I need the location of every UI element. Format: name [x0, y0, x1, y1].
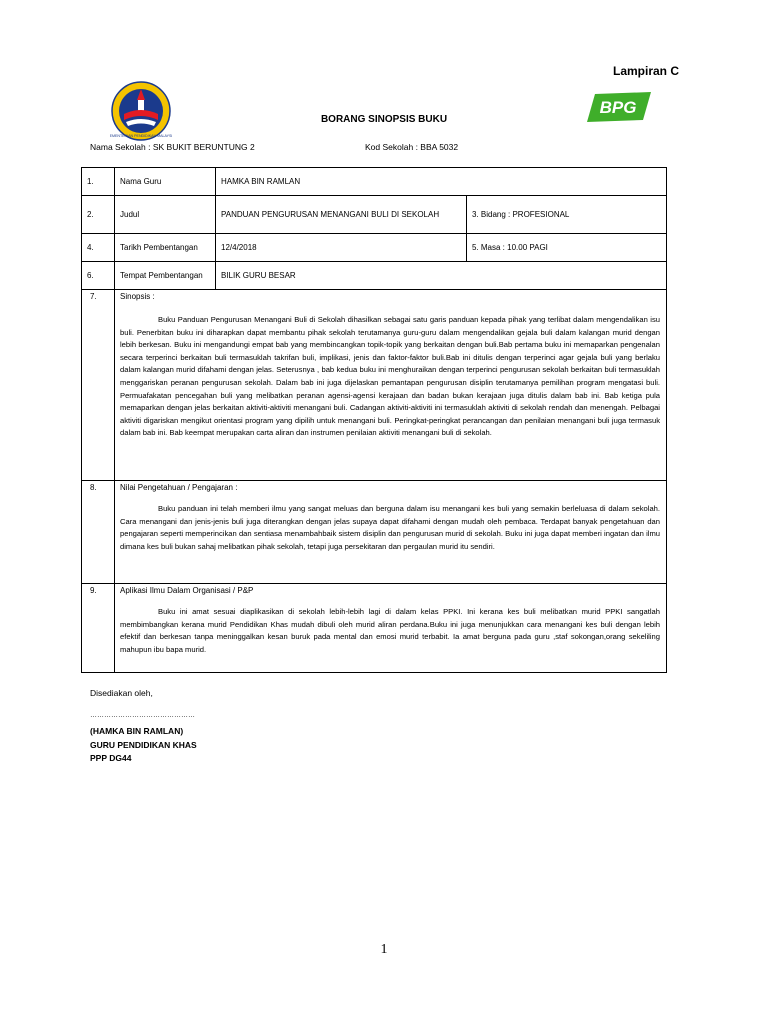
school-name: Nama Sekolah : SK BUKIT BERUNTUNG 2 — [90, 142, 255, 152]
row-number: 9. — [82, 584, 115, 673]
form-row-teacher — [82, 168, 667, 196]
row-label: Judul — [115, 196, 216, 234]
knowledge-heading: Nilai Pengetahuan / Pengajaran : — [120, 483, 238, 492]
form-row-application — [82, 584, 667, 673]
ministry-logo — [110, 80, 172, 142]
form-row-place — [82, 262, 667, 290]
bpg-logo-text: BPG — [599, 98, 637, 117]
lampiran-label: Lampiran C — [613, 64, 680, 78]
form-title: BORANG SINOPSIS BUKU — [320, 114, 448, 125]
form-row-title — [82, 196, 667, 234]
form-row-date — [82, 234, 667, 262]
presentation-time: 5. Masa : 10.00 PAGI — [467, 234, 667, 262]
signatory-name: (HAMKA BIN RAMLAN) — [90, 726, 184, 736]
row-number: 7. — [82, 290, 115, 481]
form-row-knowledge — [82, 481, 667, 584]
form-row-synopsis — [82, 290, 667, 481]
knowledge-text: Buku panduan ini telah memberi ilmu yang sangat meluas dan berguna dalam isu menangani kes buli yang semakin berleluasa di dalam sekolah. Cara menangani dan jenis-jenis buli juga diterangkan dengan jelas supaya dapat difahami dengan mudah oleh pembaca. Terdapat banyak pengetahuan dan pengajaran seperti memperincikan dan sentiasa menambahbaik sistem disiplin dan pengurusan murid di sekolah. Buku ini juga dapat memberi ingatan dan ilmu dimana kes buli bukan sahaj melibatkan pihak sekolah, tetapi juga persekitaran dan pergaulan murid itu sendiri. — [120, 504, 660, 551]
application-text: Buku ini amat sesuai diaplikasikan di sekolah lebih-lebih lagi di dalam kelas PPKI. Ini kerana kes buli melibatkan murid PPKI sangatlah membimbangkan kerana murid Pendidikan Khas mudah dibuli oleh murid aliran perdana.Buku ini juga menunjukkan cara menangani kes buli dengan lebih efektif dan berkesan tanpa meninggalkan kesan buruk pada mental dan emosi murid terbabit. Ia amat berguna pada guru ,staf sokongan,orang sekeliling mahupun ibu bapa murid. — [120, 607, 660, 654]
synopsis-heading: Sinopsis : — [120, 292, 155, 301]
ministry-logo-text: KEMENTERIAN PENDIDIKAN MALAYSIA — [110, 134, 172, 138]
row-label: Nama Guru — [115, 168, 216, 196]
synopsis-text: Buku Panduan Pengurusan Menangani Buli di Sekolah dihasilkan sebagai satu garis panduan kepada pihak yang terlibat dalam mengendalikan isu buli. Penerbitan buku ini diharapkan dapat membantu pihak sekolah terutamanya guru-guru dalam mengendalikan gejala buli dalam kalangan murid dengan lebih berkesan. Buku ini mengandungi empat bab yang membincangkan topik-topik yang berkaitan dengan buli.Bab pertama buku ini memaparkan pengenalan secara terperinci berkaitan buli termasuklah takrifan buli, implikasi, jenis dan faktor-faktor buli.Bab ini ditulis dengan terperinci agar gejala buli yang berlaku dalam kalangan murid difahami dengan jelas. Seterusnya , bab kedua buku ini menghuraikan dengan terperinci pengurusan sekolah berkaitan buli termasuklah menggariskan peranan pengurusan sekolah. Dalam bab ini juga dijelaskan pemantapan pengurusan disiplin terutamanya pemilihan program mengatasi buli. Permuafakatan pencegahan buli yang melibatkan peranan agensi-agensi kerajaan dan badan bukan kerajaan juga ditulis dalam bab ini. Bab ketiga pula memaparkan dengan jelas berkaitan aktiviti-aktiviti menangani buli. Cadangan aktiviti-aktiviti ini termasuklah aktiviti di sekolah rendah dan menengah. Pelbagai aktiviti digariskan mengikut orientasi program yang dipilih untuk menangani buli. Peringkat-peringkat perancangan dan penilaian menangani buli juga termasuk dalam bab ini. Bab keempat merupakan carta aliran dan instrumen penilaian aktiviti menangani buli di sekolah. — [120, 315, 660, 438]
presentation-place: BILIK GURU BESAR — [216, 262, 667, 290]
synopsis-form — [81, 167, 667, 673]
presentation-date: 12/4/2018 — [216, 234, 467, 262]
row-number: 1. — [82, 168, 115, 196]
teacher-name: HAMKA BIN RAMLAN — [216, 168, 667, 196]
application-heading: Aplikasi Ilmu Dalam Organisasi / P&P — [120, 586, 254, 595]
book-title: PANDUAN PENGURUSAN MENANGANI BULI DI SEKOLAH — [216, 196, 467, 234]
row-label: Tarikh Pembentangan — [115, 234, 216, 262]
signatory-grade: PPP DG44 — [90, 753, 132, 763]
row-number: 8. — [82, 481, 115, 584]
row-number: 4. — [82, 234, 115, 262]
signatory-role: GURU PENDIDIKAN KHAS — [90, 740, 197, 750]
row-label: Tempat Pembentangan — [115, 262, 216, 290]
page-number: 1 — [380, 942, 388, 957]
school-code: Kod Sekolah : BBA 5032 — [365, 142, 459, 152]
prepared-by: Disediakan oleh, — [90, 688, 153, 698]
row-number: 2. — [82, 196, 115, 234]
row-number: 6. — [82, 262, 115, 290]
field-bidang: 3. Bidang : PROFESIONAL — [467, 196, 667, 234]
signature-line: ……………………………………… — [90, 712, 195, 719]
